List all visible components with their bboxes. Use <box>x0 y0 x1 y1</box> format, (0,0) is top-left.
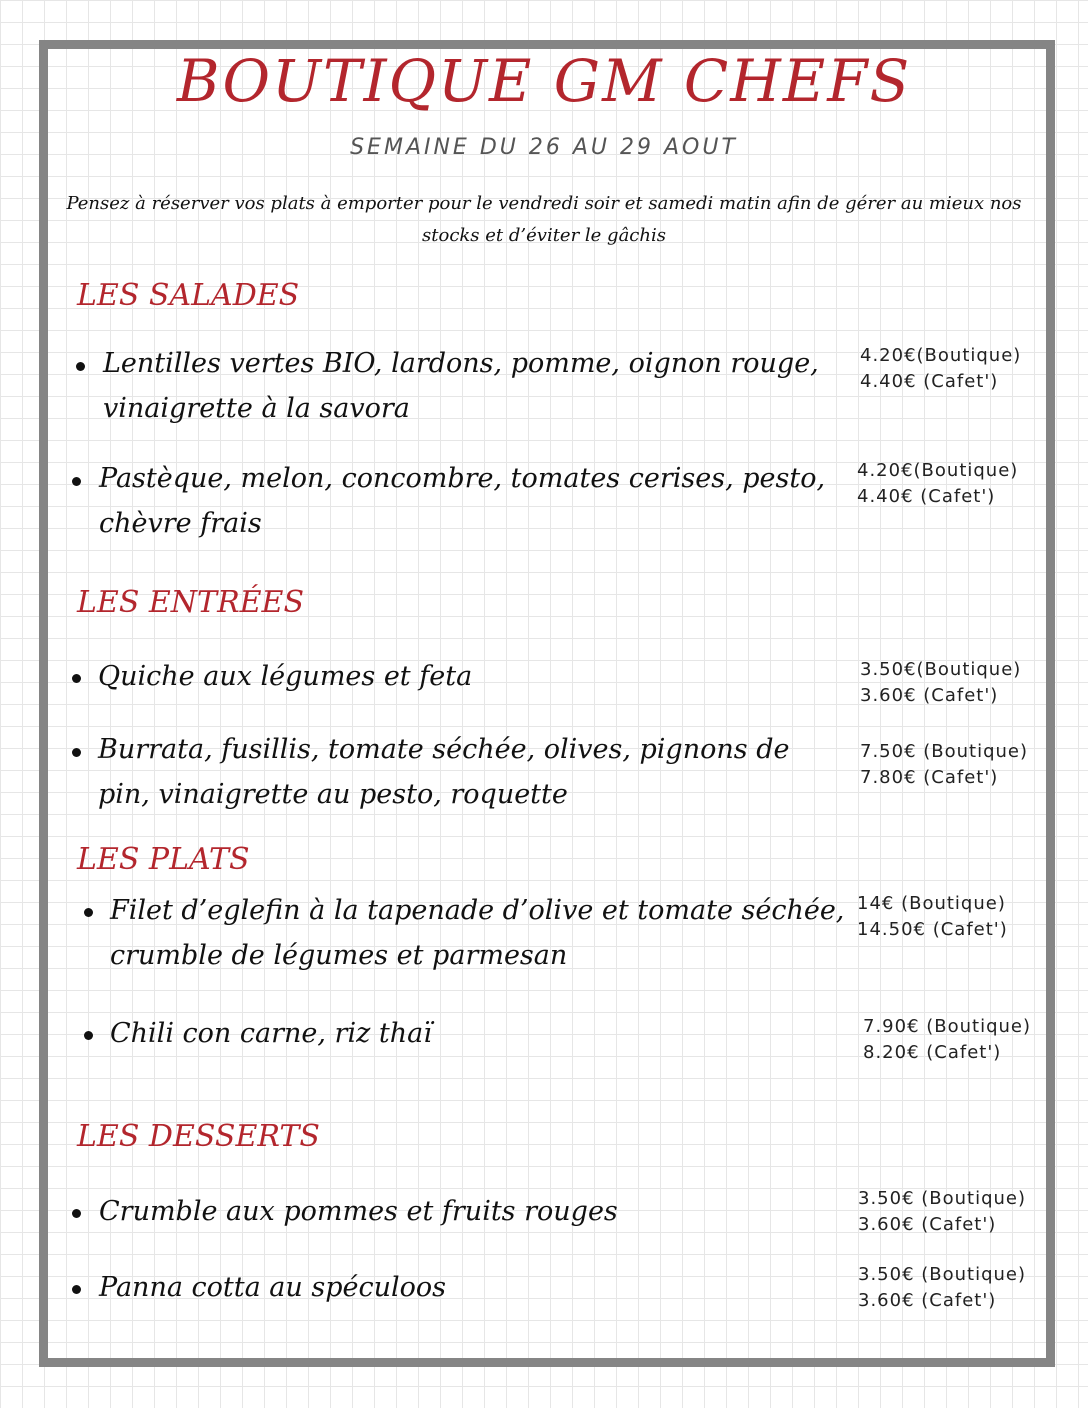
menu-item <box>99 1265 839 1310</box>
item-line: Crumble aux pommes et fruits rouges <box>99 1196 618 1227</box>
item-line: Quiche aux légumes et feta <box>98 661 473 692</box>
section-heading-desserts: LES DESSERTS <box>77 1119 320 1154</box>
item-line: Panna cotta au spéculoos <box>99 1272 446 1303</box>
item-line: chèvre frais <box>99 508 262 539</box>
price-block <box>860 739 1028 791</box>
section-heading-salades: LES SALADES <box>77 278 300 313</box>
price-block <box>857 891 1008 943</box>
menu-item <box>99 1189 839 1234</box>
bullet-icon <box>72 1285 81 1294</box>
bullet-icon <box>84 1031 93 1040</box>
price-cafet: 3.60€ (Cafet') <box>858 1290 997 1311</box>
item-line: Pastèque, melon, concombre, tomates cerises, pesto, <box>99 463 826 494</box>
item-line: pin, vinaigrette au pesto, roquette <box>98 779 568 810</box>
price-block <box>860 657 1021 709</box>
price-block <box>863 1014 1031 1066</box>
section-heading-entrees: LES ENTRÉES <box>77 585 305 620</box>
price-block <box>857 458 1018 510</box>
item-line: Lentilles vertes BIO, lardons, pomme, oignon rouge, <box>103 348 819 379</box>
page-title: BOUTIQUE GM CHEFS <box>176 47 912 115</box>
item-line: Filet d’eglefin à la tapenade d’olive et tomate séchée, <box>110 895 845 926</box>
price-cafet: 14.50€ (Cafet') <box>857 919 1008 940</box>
price-cafet: 3.60€ (Cafet') <box>860 685 999 706</box>
price-block <box>860 343 1021 395</box>
bullet-icon <box>76 362 85 371</box>
price-boutique: 3.50€(Boutique) <box>860 659 1022 680</box>
price-cafet: 7.80€ (Cafet') <box>860 767 999 788</box>
price-block <box>858 1262 1026 1314</box>
item-line: vinaigrette à la savora <box>103 393 410 424</box>
price-boutique: 3.50€ (Boutique) <box>858 1188 1027 1209</box>
price-cafet: 3.60€ (Cafet') <box>858 1214 997 1235</box>
price-boutique: 3.50€ (Boutique) <box>858 1264 1027 1285</box>
price-cafet: 4.40€ (Cafet') <box>857 486 996 507</box>
bullet-icon <box>72 477 81 486</box>
menu-item <box>98 727 838 817</box>
item-line: crumble de légumes et parmesan <box>110 940 568 971</box>
price-boutique: 7.50€ (Boutique) <box>860 741 1029 762</box>
menu-item <box>99 456 839 546</box>
menu-item <box>110 1011 850 1056</box>
bullet-icon <box>84 908 93 917</box>
menu-item <box>103 341 843 431</box>
menu-item <box>110 888 850 978</box>
bullet-icon <box>72 1209 81 1218</box>
item-line: Burrata, fusillis, tomate séchée, olives, pignons de <box>98 734 790 765</box>
price-boutique: 14€ (Boutique) <box>857 893 1006 914</box>
section-heading-plats: LES PLATS <box>77 842 250 877</box>
menu-item <box>98 654 838 699</box>
week-subtitle: SEMAINE DU 26 AU 29 AOUT <box>350 135 738 160</box>
bullet-icon <box>72 748 81 757</box>
price-block <box>858 1186 1026 1238</box>
reservation-note: Pensez à réserver vos plats à emporter pour le vendredi soir et samedi matin afin de gérer au mieux nos stocks et d’éviter le gâchis <box>66 193 1022 246</box>
price-boutique: 4.20€(Boutique) <box>857 460 1019 481</box>
bullet-icon <box>72 674 81 683</box>
price-cafet: 4.40€ (Cafet') <box>860 371 999 392</box>
price-boutique: 4.20€(Boutique) <box>860 345 1022 366</box>
price-boutique: 7.90€ (Boutique) <box>863 1016 1032 1037</box>
item-line: Chili con carne, riz thaï <box>110 1018 432 1049</box>
price-cafet: 8.20€ (Cafet') <box>863 1042 1002 1063</box>
